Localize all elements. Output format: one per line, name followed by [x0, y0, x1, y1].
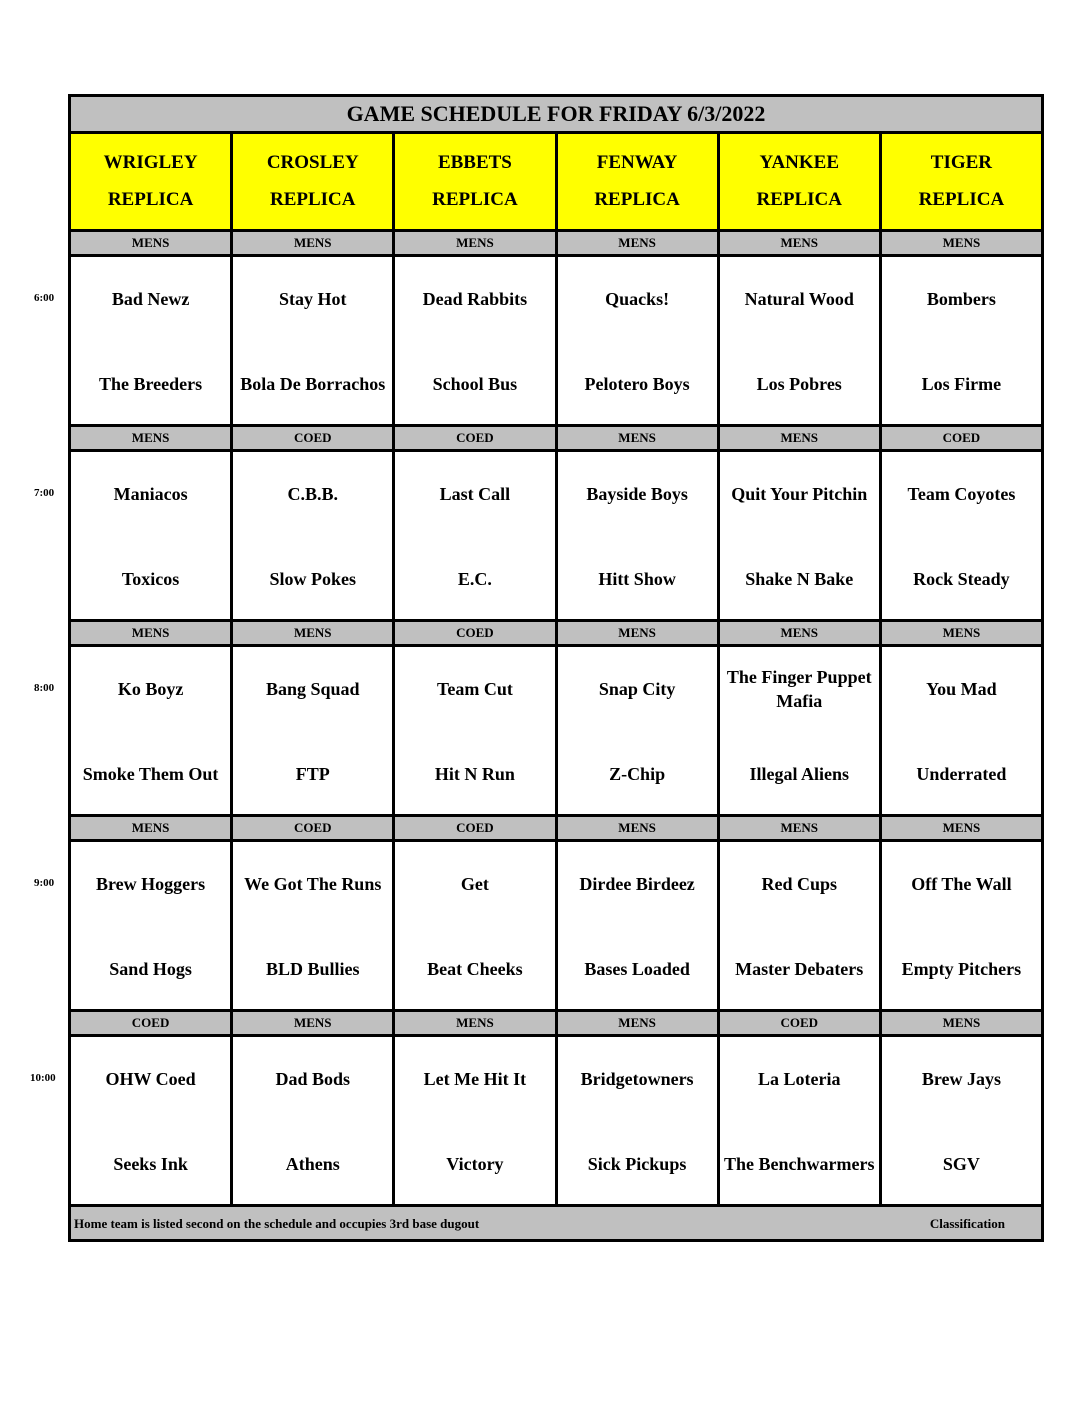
classification-cell: MENS	[71, 427, 230, 449]
field-sub: REPLICA	[756, 189, 842, 211]
away-team-slot	[882, 464, 1041, 524]
game-cell	[71, 1037, 230, 1204]
schedule-table	[68, 94, 1044, 1242]
field-sub: REPLICA	[432, 189, 518, 211]
home-team-slot	[720, 939, 879, 999]
home-team-slot	[882, 744, 1041, 804]
away-team-slot	[558, 659, 717, 719]
away-team-name: Brew Hoggers	[96, 874, 206, 894]
home-team-slot	[558, 939, 717, 999]
home-team-slot	[558, 744, 717, 804]
home-team-slot	[882, 1134, 1041, 1194]
away-team-name: Dirdee Birdeez	[579, 874, 695, 894]
away-team-name: Brew Jays	[921, 1069, 1001, 1089]
away-team-slot	[71, 659, 230, 719]
away-team-slot	[395, 269, 554, 329]
classification-cell: MENS	[233, 622, 392, 644]
game-cell	[558, 1037, 717, 1204]
home-team-slot	[720, 354, 879, 414]
game-cell	[882, 647, 1041, 814]
game-cell	[720, 647, 879, 814]
classification-cell: COED	[233, 427, 392, 449]
game-cell	[720, 257, 879, 424]
classification-cell: MENS	[882, 1012, 1041, 1034]
away-team-name: Dead Rabbits	[422, 289, 528, 309]
away-team-name: Natural Wood	[744, 289, 854, 309]
game-cell	[882, 1037, 1041, 1204]
away-team-name: We Got The Runs	[244, 874, 382, 894]
away-team-name: Snap City	[598, 679, 676, 699]
home-team-slot	[395, 1134, 554, 1194]
home-team-name: Smoke Them Out	[82, 764, 219, 784]
home-team-name: Shake N Bake	[745, 569, 854, 589]
classification-cell: MENS	[395, 232, 554, 254]
field-header-wrigley	[71, 134, 230, 229]
game-cell	[558, 647, 717, 814]
away-team-name: OHW Coed	[105, 1069, 196, 1089]
home-team-name: Sand Hogs	[109, 959, 192, 979]
classification-row	[71, 1012, 1041, 1037]
away-team-name: Quacks!	[605, 289, 670, 309]
field-header-yankee	[720, 134, 879, 229]
field-header-row	[71, 134, 1041, 232]
game-cell	[395, 1037, 554, 1204]
home-team-slot	[882, 939, 1041, 999]
home-team-slot	[720, 1134, 879, 1194]
game-row	[71, 647, 1041, 817]
field-header-ebbets	[395, 134, 554, 229]
field-sub: REPLICA	[594, 189, 680, 211]
game-cell	[720, 842, 879, 1009]
home-team-name: Master Debaters	[735, 959, 864, 979]
home-team-name: E.C.	[457, 569, 492, 589]
away-team-slot	[395, 1049, 554, 1109]
away-team-name: Bayside Boys	[586, 484, 688, 504]
away-team-name: Off The Wall	[911, 874, 1012, 894]
game-cell	[558, 257, 717, 424]
away-team-name: Stay Hot	[278, 289, 347, 309]
classification-row	[71, 232, 1041, 257]
away-team-slot	[71, 269, 230, 329]
home-team-name: Underrated	[916, 764, 1007, 784]
home-team-name: FTP	[295, 764, 330, 784]
home-team-name: Hitt Show	[598, 569, 676, 589]
away-team-name: C.B.B.	[287, 484, 338, 504]
home-team-name: Bases Loaded	[584, 959, 690, 979]
away-team-name: Maniacos	[113, 484, 188, 504]
field-name: FENWAY	[596, 151, 678, 173]
home-team-name: Athens	[285, 1154, 340, 1174]
field-name: YANKEE	[759, 151, 840, 173]
home-team-name: BLD Bullies	[265, 959, 360, 979]
classification-cell: MENS	[720, 817, 879, 839]
away-team-slot	[233, 269, 392, 329]
game-cell	[882, 452, 1041, 619]
away-team-name: You Mad	[926, 679, 997, 699]
home-team-slot	[720, 549, 879, 609]
classification-cell: MENS	[71, 232, 230, 254]
field-header-tiger	[882, 134, 1041, 229]
home-team-name: Illegal Aliens	[749, 764, 849, 784]
footer-note: Home team is listed second on the schedule and occupies 3rd base dugout	[74, 1216, 480, 1231]
away-team-name: Red Cups	[761, 874, 837, 894]
away-team-name: Let Me Hit It	[423, 1069, 527, 1089]
field-header-fenway	[558, 134, 717, 229]
home-team-slot	[395, 354, 554, 414]
time-slots	[71, 232, 1041, 1207]
footer-classification-label: Classification	[929, 1216, 1005, 1231]
home-team-slot	[233, 939, 392, 999]
field-name: TIGER	[930, 151, 993, 173]
away-team-slot	[233, 464, 392, 524]
game-row	[71, 257, 1041, 427]
classification-cell: MENS	[882, 622, 1041, 644]
time-label: 6:00	[34, 292, 55, 304]
away-team-slot	[558, 1049, 717, 1109]
classification-cell: MENS	[71, 622, 230, 644]
classification-cell: MENS	[720, 622, 879, 644]
away-team-slot	[558, 854, 717, 914]
away-team-name: Ko Boyz	[117, 679, 184, 699]
away-team-name: Quit Your Pitchin	[731, 484, 868, 504]
home-team-name: Empty Pitchers	[901, 959, 1022, 979]
away-team-slot	[71, 854, 230, 914]
away-team-slot	[233, 659, 392, 719]
away-team-slot	[233, 1049, 392, 1109]
home-team-name: Bola De Borrachos	[240, 374, 386, 394]
classification-cell: MENS	[233, 232, 392, 254]
classification-row	[71, 427, 1041, 452]
home-team-name: School Bus	[432, 374, 518, 394]
away-team-slot	[395, 464, 554, 524]
away-team-name: Bad Newz	[111, 289, 190, 309]
classification-cell: MENS	[558, 817, 717, 839]
game-cell	[233, 1037, 392, 1204]
home-team-slot	[233, 1134, 392, 1194]
home-team-name: Rock Steady	[913, 569, 1010, 589]
home-team-slot	[233, 744, 392, 804]
game-cell	[71, 257, 230, 424]
classification-cell: COED	[720, 1012, 879, 1034]
home-team-slot	[395, 744, 554, 804]
away-team-name: Bridgetowners	[580, 1069, 694, 1089]
away-team-slot	[720, 659, 879, 719]
time-label: 7:00	[34, 487, 55, 499]
away-team-slot	[720, 1049, 879, 1109]
time-label: 10:00	[30, 1072, 56, 1084]
home-team-name: Slow Pokes	[269, 569, 356, 589]
game-cell	[233, 452, 392, 619]
home-team-name: Sick Pickups	[587, 1154, 687, 1174]
away-team-name: Bang Squad	[265, 679, 360, 699]
home-team-name: Los Pobres	[756, 374, 842, 394]
game-cell	[395, 257, 554, 424]
schedule-title: GAME SCHEDULE FOR FRIDAY 6/3/2022	[71, 97, 1041, 134]
home-team-slot	[71, 744, 230, 804]
classification-cell: MENS	[882, 232, 1041, 254]
away-team-slot	[720, 464, 879, 524]
classification-cell: MENS	[720, 232, 879, 254]
classification-cell: MENS	[558, 1012, 717, 1034]
game-cell	[395, 842, 554, 1009]
classification-cell: MENS	[558, 427, 717, 449]
classification-row	[71, 622, 1041, 647]
classification-cell: MENS	[558, 622, 717, 644]
classification-cell: MENS	[71, 817, 230, 839]
classification-row	[71, 817, 1041, 842]
classification-cell: MENS	[882, 817, 1041, 839]
away-team-slot	[71, 1049, 230, 1109]
footer-band	[71, 1207, 1041, 1239]
game-row	[71, 1037, 1041, 1207]
home-team-slot	[71, 939, 230, 999]
game-cell	[71, 842, 230, 1009]
home-team-name: Pelotero Boys	[584, 374, 690, 394]
field-sub: REPLICA	[107, 189, 194, 211]
away-team-slot	[882, 659, 1041, 719]
game-cell	[882, 257, 1041, 424]
time-label: 9:00	[34, 877, 55, 889]
away-team-slot	[882, 1049, 1041, 1109]
home-team-name: Victory	[446, 1154, 504, 1174]
game-cell	[720, 1037, 879, 1204]
home-team-name: Seeks Ink	[113, 1154, 188, 1174]
home-team-name: Z-Chip	[609, 764, 666, 784]
home-team-slot	[558, 1134, 717, 1194]
field-header-crosley	[233, 134, 392, 229]
away-team-slot	[233, 854, 392, 914]
home-team-slot	[71, 549, 230, 609]
game-cell	[71, 647, 230, 814]
home-team-name: SGV	[942, 1154, 980, 1174]
home-team-slot	[395, 549, 554, 609]
away-team-slot	[558, 269, 717, 329]
field-name: CROSLEY	[266, 151, 359, 173]
away-team-name: Team Coyotes	[907, 484, 1016, 504]
classification-cell: MENS	[233, 1012, 392, 1034]
game-cell	[71, 452, 230, 619]
away-team-name: Get	[460, 874, 489, 894]
game-cell	[720, 452, 879, 619]
home-team-slot	[71, 354, 230, 414]
away-team-slot	[720, 269, 879, 329]
field-sub: REPLICA	[918, 189, 1005, 211]
game-row	[71, 842, 1041, 1012]
classification-cell: MENS	[558, 232, 717, 254]
away-team-slot	[882, 269, 1041, 329]
classification-cell: COED	[395, 622, 554, 644]
away-team-slot	[882, 854, 1041, 914]
home-team-slot	[71, 1134, 230, 1194]
game-cell	[233, 842, 392, 1009]
home-team-slot	[882, 354, 1041, 414]
away-team-slot	[558, 464, 717, 524]
away-team-slot	[720, 854, 879, 914]
game-cell	[558, 842, 717, 1009]
home-team-slot	[558, 549, 717, 609]
game-cell	[882, 842, 1041, 1009]
classification-cell: COED	[233, 817, 392, 839]
away-team-name: Team Cut	[436, 679, 513, 699]
home-team-name: Hit N Run	[434, 764, 515, 784]
away-team-name: Last Call	[439, 484, 511, 504]
field-name: EBBETS	[437, 151, 512, 173]
game-cell	[233, 257, 392, 424]
classification-cell: COED	[882, 427, 1041, 449]
home-team-slot	[558, 354, 717, 414]
away-team-slot	[395, 659, 554, 719]
home-team-name: The Benchwarmers	[724, 1154, 875, 1174]
classification-cell: MENS	[395, 1012, 554, 1034]
field-sub: REPLICA	[269, 189, 356, 211]
away-team-name: Dad Bods	[275, 1069, 350, 1089]
away-team-name: La Loteria	[757, 1069, 841, 1089]
game-cell	[395, 647, 554, 814]
time-label: 8:00	[34, 682, 55, 694]
home-team-slot	[882, 549, 1041, 609]
game-cell	[558, 452, 717, 619]
home-team-name: Los Firme	[921, 374, 1002, 394]
home-team-name: Toxicos	[121, 569, 180, 589]
classification-cell: COED	[71, 1012, 230, 1034]
classification-cell: COED	[395, 427, 554, 449]
home-team-slot	[720, 744, 879, 804]
game-cell	[395, 452, 554, 619]
away-team-name: The Finger Puppet Mafia	[726, 667, 872, 711]
home-team-slot	[395, 939, 554, 999]
home-team-slot	[233, 354, 392, 414]
away-team-slot	[71, 464, 230, 524]
classification-cell: COED	[395, 817, 554, 839]
game-row	[71, 452, 1041, 622]
field-name: WRIGLEY	[103, 151, 198, 173]
home-team-slot	[233, 549, 392, 609]
home-team-name: The Breeders	[99, 374, 203, 394]
away-team-name: Bombers	[926, 289, 996, 309]
game-cell	[233, 647, 392, 814]
classification-cell: MENS	[720, 427, 879, 449]
home-team-name: Beat Cheeks	[427, 959, 523, 979]
away-team-slot	[395, 854, 554, 914]
